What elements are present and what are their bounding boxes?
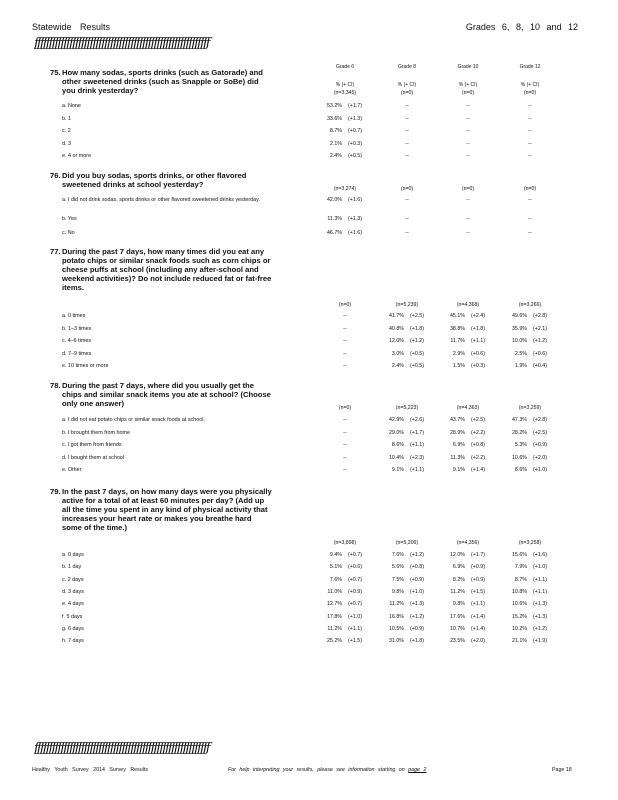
sample-size: (n=0)	[461, 186, 475, 192]
sample-size: (n=4,356)	[456, 540, 480, 546]
header-left: Statewide Results	[32, 22, 111, 32]
confidence-interval: (+1.8)	[410, 638, 424, 645]
percent-value: 41.7%	[388, 313, 404, 319]
no-data-dash: --	[466, 197, 470, 203]
no-data-dash: --	[405, 229, 409, 236]
percent-value: 2.1%	[329, 140, 342, 147]
top-rule: ƒƒƒƒƒƒƒƒƒƒƒƒƒƒƒƒƒƒƒƒƒƒƒƒƒƒƒƒƒƒƒƒƒƒƒƒƒƒƒƒƒƒƒƒƒƒƒƒƒƒƒƒƒƒƒƒƒƒƒƒ	[34, 36, 209, 51]
column-header	[443, 64, 493, 88]
confidence-interval: (+0.7)	[348, 576, 362, 583]
confidence-interval: (+1.2)	[410, 552, 424, 558]
header-right: Grades 6, 8, 10 and 12	[465, 22, 578, 32]
answer-option: h. 7 days	[62, 638, 84, 645]
footer-page-number: Page 18	[552, 767, 572, 773]
answer-option: a. 0 times	[62, 313, 86, 319]
confidence-interval: (+1.3)	[348, 115, 362, 122]
confidence-interval: (+1.7)	[410, 429, 424, 436]
confidence-interval: (+0.9)	[348, 588, 362, 595]
question-79	[50, 487, 272, 532]
percent-value: 43.7%	[449, 417, 465, 423]
percent-value: 42.9%	[388, 417, 404, 423]
confidence-interval: (+2.5)	[533, 429, 547, 436]
percent-value: 11.2%	[327, 625, 342, 632]
confidence-interval: (+0.8)	[471, 442, 485, 449]
percent-value: 10.7%	[449, 625, 465, 632]
sample-size: (n=0)	[338, 405, 352, 411]
percent-value: 9.8%	[391, 588, 404, 595]
no-data-dash: --	[466, 128, 470, 135]
answer-option: e. Other	[62, 467, 82, 474]
answer-option: d. 3	[62, 140, 71, 147]
answer-option: a. I did not drink sodas, sports drinks or other flavored sweetened drinks yesterday.	[62, 197, 260, 203]
column-header	[382, 64, 432, 88]
confidence-interval: (+1.7)	[471, 552, 485, 558]
percent-value: 15.6%	[511, 552, 527, 558]
percent-value: 31.0%	[388, 638, 404, 645]
no-data-dash: --	[466, 140, 470, 147]
sample-size: (n=0)	[523, 186, 537, 192]
percent-value: 29.0%	[388, 429, 404, 436]
no-data-dash: --	[405, 115, 409, 122]
percent-value: 9.1%	[452, 467, 465, 474]
percent-value: 46.7%	[326, 229, 342, 236]
no-data-dash: --	[405, 197, 409, 203]
question-text: Did you buy sodas, sports drinks, or other flavored sweetened drinks at school yesterday?	[62, 171, 247, 189]
no-data-dash: --	[343, 350, 347, 357]
no-data-dash: --	[528, 103, 532, 109]
percent-value: 7.6%	[391, 552, 404, 558]
confidence-interval: (+1.1)	[471, 601, 485, 608]
confidence-interval: (+0.9)	[471, 564, 485, 571]
percent-value: 9.1%	[391, 467, 404, 474]
answer-option: c. 2	[62, 128, 71, 135]
confidence-interval: (+0.3)	[471, 363, 485, 370]
confidence-interval: (+0.6)	[533, 350, 547, 357]
percent-value: 6.9%	[452, 564, 465, 571]
percent-value: 33.6%	[326, 115, 342, 122]
column-header	[505, 64, 555, 88]
confidence-interval: (+1.5)	[348, 638, 362, 645]
no-data-dash: --	[466, 153, 470, 160]
sample-size: (n=0)	[400, 186, 414, 192]
percent-value: 10.8%	[511, 588, 527, 595]
confidence-interval: (+1.3)	[533, 613, 547, 620]
column-grade: Grade 10	[457, 64, 479, 70]
percent-value: 28.2%	[511, 429, 527, 436]
confidence-interval: (+2.3)	[410, 454, 424, 461]
confidence-interval: (+2.2)	[471, 454, 485, 461]
confidence-interval: (+1.2)	[533, 625, 547, 632]
confidence-interval: (+2.0)	[471, 638, 485, 645]
sample-size: (n=4,363)	[456, 405, 480, 411]
confidence-interval: (+0.9)	[410, 576, 424, 583]
percent-value: 45.1%	[449, 313, 465, 319]
question-number: 77.	[50, 247, 61, 256]
confidence-interval: (+1.1)	[410, 467, 424, 474]
percent-value: 8.2%	[452, 576, 465, 583]
no-data-dash: --	[343, 429, 347, 436]
confidence-interval: (+1.1)	[533, 576, 547, 583]
percent-value: 11.2%	[389, 601, 404, 608]
question-text: During the past 7 days, how many times did you eat any potato chips or similar snack foods such as corn chips or cheese puffs at school (including any after-school and weekend activities)? Do not include reduced fat or fat-free items.	[62, 247, 272, 292]
confidence-interval: (+0.7)	[348, 552, 362, 558]
percent-value: 25.2%	[326, 638, 342, 645]
confidence-interval: (+2.6)	[410, 417, 424, 423]
confidence-interval: (+2.0)	[533, 454, 547, 461]
confidence-interval: (+1.8)	[471, 325, 485, 332]
confidence-interval: (+1.1)	[533, 588, 547, 595]
footer-help-prefix: For help interpreting your results, please see information starting on	[228, 767, 405, 773]
confidence-interval: (+1.1)	[348, 625, 362, 632]
answer-option: e. 4 days	[62, 601, 84, 608]
confidence-interval: (+1.3)	[348, 215, 362, 222]
percent-value: 8.7%	[514, 576, 527, 583]
question-text: During the past 7 days, where did you usually get the chips and similar snack items you ate at school? (Choose only one answer)	[62, 381, 271, 408]
no-data-dash: --	[528, 153, 532, 160]
percent-value: 8.6%	[391, 442, 404, 449]
confidence-interval: (+1.4)	[471, 613, 485, 620]
answer-option: c. I got them from friends	[62, 442, 122, 449]
percent-value: 49.6%	[511, 313, 527, 319]
percent-value: 5.3%	[514, 442, 527, 449]
no-data-dash: --	[343, 313, 347, 319]
percent-value: 12.0%	[449, 552, 465, 558]
answer-option: c. 4–6 times	[62, 338, 92, 345]
percent-value: 7.5%	[391, 576, 404, 583]
answer-option: d. 3 days	[62, 588, 84, 595]
column-grade: Grade 8	[397, 64, 417, 70]
confidence-interval: (+1.0)	[348, 613, 362, 620]
percent-value: 1.9%	[514, 363, 527, 370]
answer-option: a. None	[62, 103, 81, 109]
confidence-interval: (+1.0)	[533, 467, 547, 474]
percent-value: 12.7%	[326, 601, 342, 608]
percent-value: 12.0%	[388, 338, 404, 345]
confidence-interval: (+1.6)	[348, 197, 362, 203]
question-77	[50, 247, 272, 292]
no-data-dash: --	[405, 103, 409, 109]
sample-size: (n=0)	[461, 90, 475, 96]
confidence-interval: (+2.4)	[471, 313, 485, 319]
answer-option: a. I did not eat potato chips or similar snack foods at school.	[62, 417, 205, 423]
sample-size: (n=3,266)	[518, 302, 542, 308]
no-data-dash: --	[466, 229, 470, 236]
percent-value: 38.8%	[449, 325, 465, 332]
no-data-dash: --	[405, 140, 409, 147]
percent-value: 2.5%	[514, 350, 527, 357]
no-data-dash: --	[343, 417, 347, 423]
sample-size: (n=3,898)	[333, 540, 357, 546]
sample-size: (n=3,274)	[333, 186, 357, 192]
answer-option: a. 0 days	[62, 552, 84, 558]
percent-value: 10.2%	[511, 625, 527, 632]
confidence-interval: (+1.0)	[410, 588, 424, 595]
percent-value: 8.6%	[514, 467, 527, 474]
confidence-interval: (+0.7)	[348, 128, 362, 135]
confidence-interval: (+0.9)	[410, 625, 424, 632]
percent-value: 1.5%	[452, 363, 465, 370]
column-header	[320, 64, 370, 88]
sample-size: (n=5,223)	[395, 405, 419, 411]
confidence-interval: (+1.5)	[471, 588, 485, 595]
answer-option: b. Yes	[62, 215, 77, 222]
percent-value: 7.9%	[514, 564, 527, 571]
no-data-dash: --	[405, 215, 409, 222]
sample-size: (n=0)	[523, 90, 537, 96]
confidence-interval: (+0.4)	[533, 363, 547, 370]
percent-value: 40.8%	[388, 325, 404, 332]
percent-value: 5.6%	[391, 564, 404, 571]
confidence-interval: (+1.8)	[410, 325, 424, 332]
question-78	[50, 381, 272, 408]
no-data-dash: --	[343, 454, 347, 461]
confidence-interval: (+2.1)	[533, 325, 547, 332]
no-data-dash: --	[466, 215, 470, 222]
confidence-interval: (+1.4)	[471, 625, 485, 632]
confidence-interval: (+0.6)	[471, 350, 485, 357]
question-76	[50, 171, 272, 189]
answer-option: c. 2 days	[62, 576, 84, 583]
sample-size: (n=0)	[400, 90, 414, 96]
sample-size: (n=3,345)	[333, 90, 357, 96]
percent-value: 42.0%	[326, 197, 342, 203]
confidence-interval: (+1.2)	[410, 338, 424, 345]
no-data-dash: --	[343, 325, 347, 332]
question-number: 75.	[50, 68, 61, 77]
answer-option: e. 10 times or more	[62, 363, 109, 370]
confidence-interval: (+1.6)	[348, 229, 362, 236]
answer-option: c. No	[62, 229, 75, 236]
question-number: 79.	[50, 487, 61, 496]
percent-value: 15.2%	[511, 613, 527, 620]
percent-value: 3.0%	[391, 350, 404, 357]
confidence-interval: (+1.4)	[471, 467, 485, 474]
confidence-interval: (+0.3)	[348, 140, 362, 147]
sample-size: (n=5,206)	[395, 540, 419, 546]
percent-value: 11.0%	[327, 588, 342, 595]
confidence-interval: (+0.7)	[348, 601, 362, 608]
no-data-dash: --	[405, 128, 409, 135]
percent-value: 8.7%	[329, 128, 342, 135]
no-data-dash: --	[528, 140, 532, 147]
column-grade: Grade 6	[335, 64, 355, 70]
confidence-interval: (+2.8)	[533, 313, 547, 319]
no-data-dash: --	[466, 103, 470, 109]
percent-value: 47.3%	[511, 417, 527, 423]
confidence-interval: (+0.5)	[410, 363, 424, 370]
confidence-interval: (+0.6)	[348, 564, 362, 571]
confidence-interval: (+0.5)	[348, 153, 362, 160]
sample-size: (n=4,368)	[456, 302, 480, 308]
confidence-interval: (+0.9)	[471, 576, 485, 583]
percent-value: 10.5%	[388, 625, 404, 632]
percent-value: 23.5%	[449, 638, 465, 645]
percent-value: 7.6%	[329, 576, 342, 583]
confidence-interval: (+1.3)	[533, 601, 547, 608]
answer-option: b. 1 day	[62, 564, 82, 571]
percent-value: 16.8%	[388, 613, 404, 620]
no-data-dash: --	[405, 153, 409, 160]
bottom-rule: ƒƒƒƒƒƒƒƒƒƒƒƒƒƒƒƒƒƒƒƒƒƒƒƒƒƒƒƒƒƒƒƒƒƒƒƒƒƒƒƒƒƒƒƒƒƒƒƒƒƒƒƒƒƒƒƒƒƒƒƒ	[34, 741, 209, 756]
no-data-dash: --	[528, 128, 532, 135]
no-data-dash: --	[528, 229, 532, 236]
percent-value: 2.9%	[452, 350, 465, 357]
no-data-dash: --	[528, 197, 532, 203]
percent-value: 6.9%	[452, 442, 465, 449]
confidence-interval: (+1.0)	[533, 564, 547, 571]
confidence-interval: (+2.2)	[471, 429, 485, 436]
confidence-interval: (+1.1)	[471, 338, 485, 345]
percent-value: 11.3%	[327, 215, 342, 222]
confidence-interval: (+1.7)	[348, 103, 362, 109]
question-75	[50, 68, 272, 95]
column-pct-ci: % (+ CI)	[335, 81, 355, 88]
sample-size: (n=0)	[338, 302, 352, 308]
percent-value: 9.8%	[452, 601, 465, 608]
confidence-interval: (+2.5)	[471, 417, 485, 423]
confidence-interval: (+1.2)	[533, 338, 547, 345]
question-text: In the past 7 days, on how many days were you physically active for a total of at least 60 minutes per day? (Add up all the time you spent in any kind of physical activity that increases your heart rate or makes you breathe hard some of the time.)	[62, 487, 272, 532]
no-data-dash: --	[528, 115, 532, 122]
answer-option: e. 4 or more	[62, 153, 92, 160]
percent-value: 17.6%	[449, 613, 465, 620]
percent-value: 35.9%	[511, 325, 527, 332]
confidence-interval: (+2.5)	[410, 313, 424, 319]
confidence-interval: (+1.2)	[410, 613, 424, 620]
column-pct-ci: % (+ CI)	[458, 81, 478, 88]
question-number: 76.	[50, 171, 61, 180]
answer-option: b. I brought them from home	[62, 429, 131, 436]
percent-value: 11.7%	[450, 338, 465, 345]
answer-option: f. 5 days	[62, 613, 83, 620]
percent-value: 10.6%	[511, 454, 527, 461]
sample-size: (n=5,239)	[395, 302, 419, 308]
column-pct-ci: % (+ CI)	[397, 81, 417, 88]
footer-page-link[interactable]: page 2	[408, 767, 427, 773]
footer-help-text	[228, 767, 426, 773]
question-text: How many sodas, sports drinks (such as Gatorade) and other sweetened drinks (such as Snapple or SoBe) did you drink yesterday?	[62, 68, 263, 95]
no-data-dash: --	[343, 467, 347, 474]
confidence-interval: (+2.8)	[533, 417, 547, 423]
percent-value: 5.1%	[329, 564, 342, 571]
answer-option: d. 7–9 times	[62, 350, 92, 357]
confidence-interval: (+1.1)	[410, 442, 424, 449]
percent-value: 2.4%	[391, 363, 404, 370]
percent-value: 9.4%	[329, 552, 342, 558]
no-data-dash: --	[528, 215, 532, 222]
answer-option: b. 1	[62, 115, 71, 122]
percent-value: 11.2%	[450, 588, 465, 595]
no-data-dash: --	[466, 115, 470, 122]
confidence-interval: (+1.3)	[410, 601, 424, 608]
percent-value: 21.1%	[511, 638, 527, 645]
no-data-dash: --	[343, 442, 347, 449]
confidence-interval: (+0.9)	[533, 442, 547, 449]
percent-value: 10.6%	[511, 601, 527, 608]
answer-option: d. I bought them at school	[62, 454, 125, 461]
percent-value: 2.4%	[329, 153, 342, 160]
confidence-interval: (+0.8)	[410, 564, 424, 571]
confidence-interval: (+1.6)	[533, 552, 547, 558]
confidence-interval: (+0.5)	[410, 350, 424, 357]
percent-value: 53.2%	[326, 103, 342, 109]
percent-value: 28.9%	[449, 429, 465, 436]
confidence-interval: (+1.9)	[533, 638, 547, 645]
column-grade: Grade 12	[519, 64, 541, 70]
no-data-dash: --	[343, 363, 347, 370]
sample-size: (n=3,259)	[518, 405, 542, 411]
percent-value: 17.8%	[326, 613, 342, 620]
percent-value: 11.3%	[450, 454, 465, 461]
column-pct-ci: % (+ CI)	[520, 81, 540, 88]
sample-size: (n=3,258)	[518, 540, 542, 546]
percent-value: 10.0%	[511, 338, 527, 345]
percent-value: 10.4%	[388, 454, 404, 461]
question-number: 78.	[50, 381, 61, 390]
answer-option: g. 6 days	[62, 625, 84, 632]
answer-option: b. 1–3 times	[62, 325, 92, 332]
footer-left: Healthy Youth Survey 2014 Survey Results	[32, 767, 148, 773]
no-data-dash: --	[343, 338, 347, 345]
